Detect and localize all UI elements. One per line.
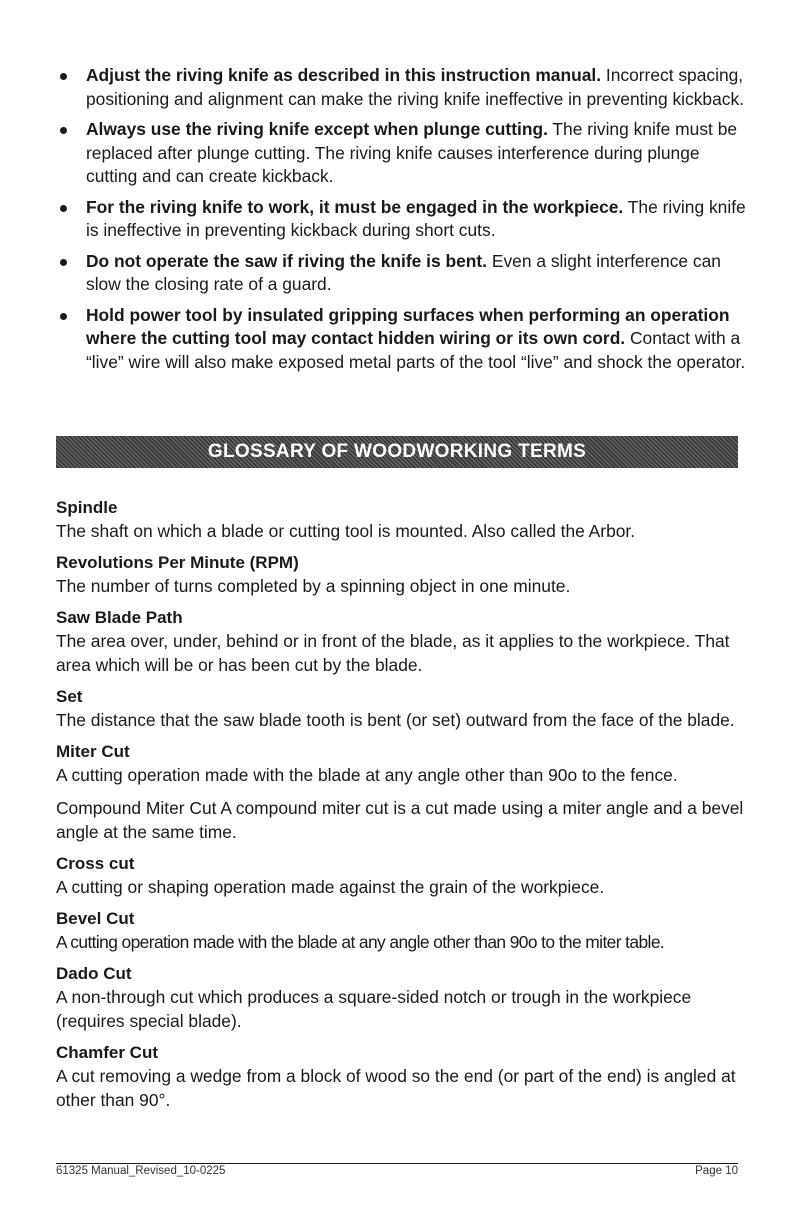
glossary-banner: [56, 436, 738, 468]
glossary-term: Chamfer Cut: [56, 1043, 159, 1062]
bullet-text: Incorrect spacing, positioning and alignment can make the riving knife ineffective in preventing kickback.: [86, 65, 744, 109]
glossary-term: Saw Blade Path: [56, 608, 183, 627]
glossary-definition: The shaft on which a blade or cutting tool is mounted. Also called the Arbor.: [56, 521, 636, 541]
bullet-dot-icon: [60, 205, 67, 212]
glossary-entry-untitled: [56, 796, 746, 844]
glossary-definition: The area over, under, behind or in front of the blade, as it applies to the workpiece. That area which will be or has been cut by the blade.: [56, 631, 730, 675]
footer-page-number: Page 10: [695, 1165, 738, 1177]
glossary-entry: [56, 552, 746, 598]
bullet-text: The riving knife is ineffective in preventing kickback during short cuts.: [86, 196, 746, 240]
glossary-definition: A cutting operation made with the blade at any angle other than 90o to the miter table.: [56, 932, 665, 952]
bullet-item: [56, 64, 746, 111]
glossary-term: Dado Cut: [56, 964, 132, 983]
glossary-definition: Compound Miter Cut A compound miter cut is a cut made using a miter angle and a bevel angle at the same time.: [56, 798, 744, 842]
glossary-entry: [56, 686, 746, 732]
glossary-entry: [56, 963, 746, 1033]
bullet-item: [56, 304, 746, 375]
glossary-term: Cross cut: [56, 854, 135, 873]
bullet-dot-icon: [60, 127, 67, 134]
page-footer: [56, 1163, 738, 1177]
safety-bullet-list: [56, 64, 746, 381]
glossary-list: [56, 497, 746, 1121]
glossary-term: Revolutions Per Minute (RPM): [56, 553, 299, 572]
glossary-definition: A cutting operation made with the blade at any angle other than 90o to the fence.: [56, 765, 678, 785]
glossary-title: GLOSSARY OF WOODWORKING TERMS: [207, 441, 587, 462]
bullet-text: Contact with a “live” wire will also make exposed metal parts of the tool “live” and shock the operator.: [86, 328, 746, 372]
bullet-text: The riving knife must be replaced after plunge cutting. The riving knife causes interference during plunge cutting and can create kickback.: [86, 119, 738, 186]
glossary-term: Set: [56, 687, 83, 706]
bullet-bold-text: Always use the riving knife except when plunge cutting.: [86, 119, 548, 139]
bullet-item: [56, 250, 746, 297]
footer-doc-id: 61325 Manual_Revised_10-0225: [56, 1165, 226, 1177]
glossary-entry: [56, 607, 746, 677]
bullet-bold-text: For the riving knife to work, it must be engaged in the workpiece.: [86, 196, 624, 217]
bullet-item: [56, 118, 746, 189]
glossary-term: Bevel Cut: [56, 909, 135, 928]
glossary-definition: A cutting or shaping operation made against the grain of the workpiece.: [56, 877, 605, 897]
bullet-dot-icon: [60, 259, 67, 266]
glossary-entry: [56, 497, 746, 543]
bullet-text: Even a slight interference can slow the closing rate of a guard.: [86, 250, 721, 294]
bullet-bold-text: Do not operate the saw if riving the knife is bent.: [86, 250, 488, 271]
bullet-bold-text: Adjust the riving knife as described in this instruction manual.: [86, 65, 602, 85]
glossary-entry: [56, 853, 746, 899]
glossary-entry: [56, 741, 746, 787]
glossary-entry: [56, 908, 746, 954]
glossary-definition: The number of turns completed by a spinning object in one minute.: [56, 576, 571, 596]
bullet-dot-icon: [60, 313, 67, 320]
glossary-definition: A cut removing a wedge from a block of wood so the end (or part of the end) is angled at other than 90°.: [56, 1066, 736, 1110]
bullet-bold-text: Hold power tool by insulated gripping surfaces when performing an operation where the cutting tool may contact hidden wiring or its own cord.: [86, 304, 730, 348]
glossary-definition: The distance that the saw blade tooth is bent (or set) outward from the face of the blade.: [56, 710, 735, 730]
bullet-item: [56, 196, 746, 243]
glossary-definition: A non-through cut which produces a square-sided notch or trough in the workpiece (requires special blade).: [56, 987, 692, 1031]
glossary-term: Miter Cut: [56, 742, 130, 761]
glossary-term: Spindle: [56, 498, 118, 517]
bullet-dot-icon: [60, 73, 67, 80]
glossary-entry: [56, 1042, 746, 1112]
